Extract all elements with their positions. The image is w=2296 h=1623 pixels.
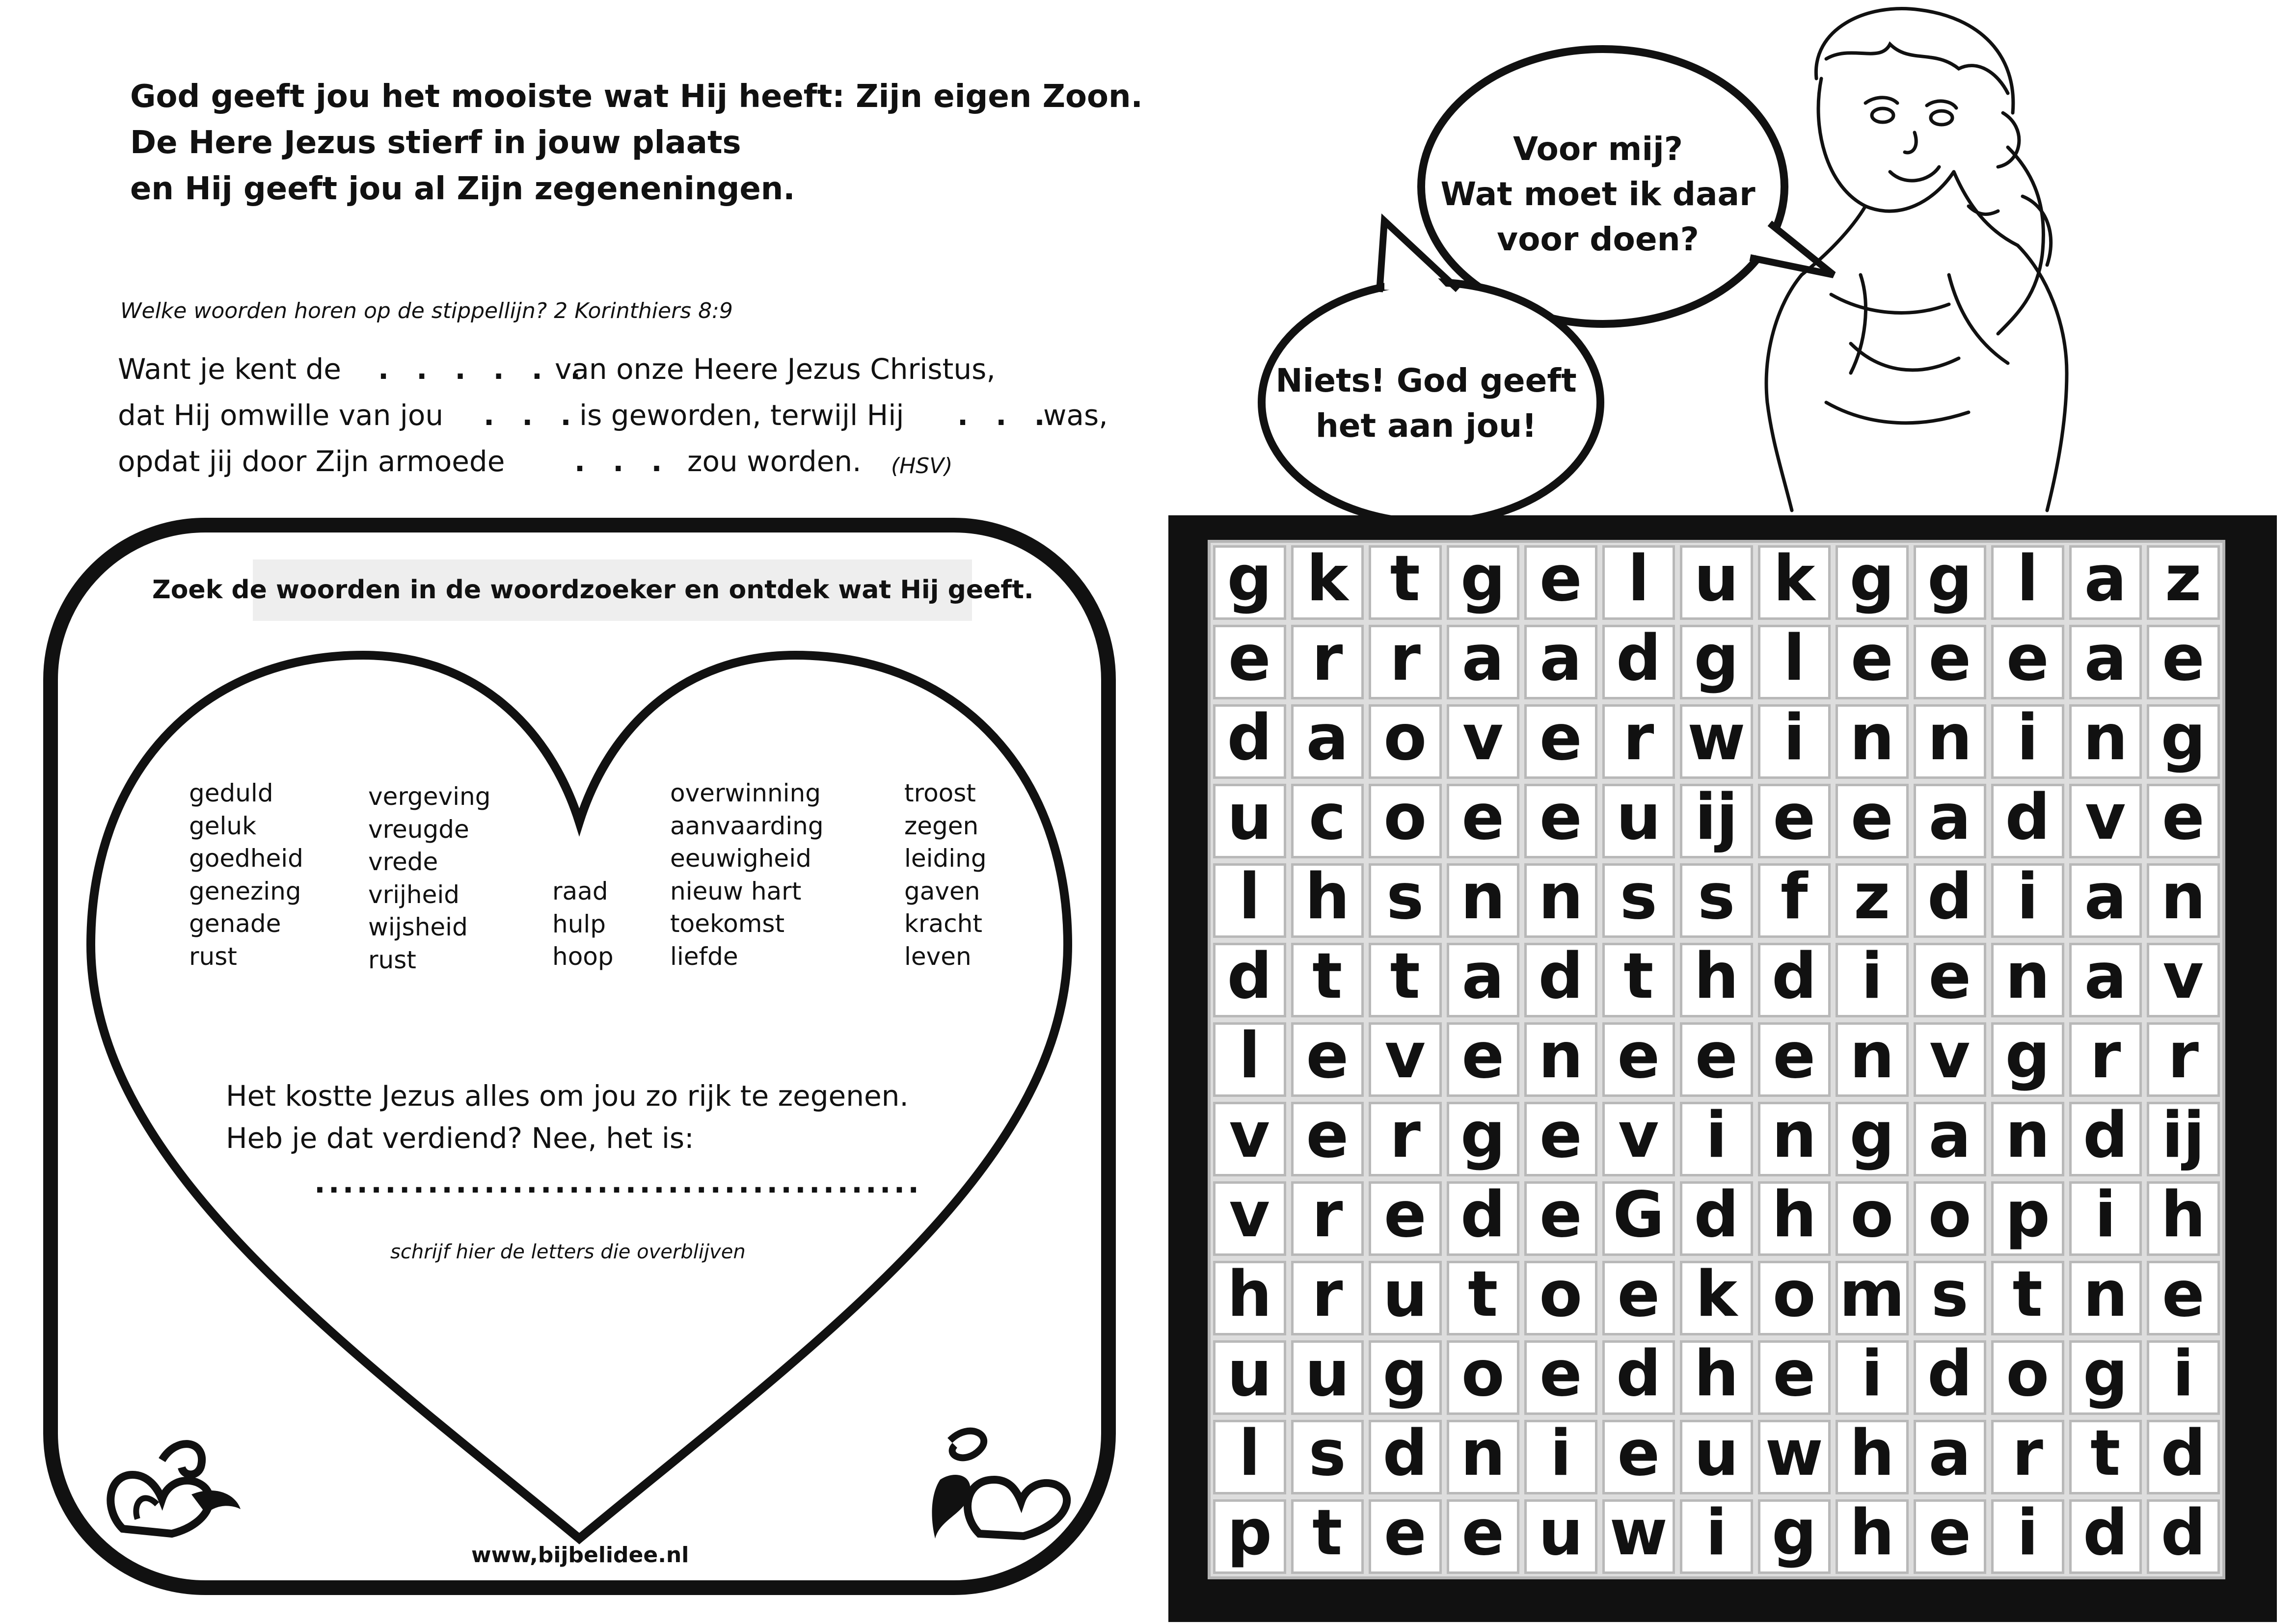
heart-ornament-icon xyxy=(103,1431,250,1543)
grid-cell[interactable]: d xyxy=(1213,943,1286,1017)
word-item: overwinning xyxy=(670,779,821,807)
answer-hint: schrijf hier de letters die overblijven xyxy=(390,1241,746,1263)
word-item: rust xyxy=(368,945,416,974)
grid-cell[interactable]: t xyxy=(2069,1420,2142,1494)
verse-text: van onze Heere Jezus Christus, xyxy=(555,352,996,386)
grid-cell[interactable]: g xyxy=(1213,545,1286,620)
grid-cell[interactable]: u xyxy=(1213,784,1286,858)
grid-cell[interactable]: v xyxy=(2069,784,2142,858)
grid-cell[interactable]: g xyxy=(1447,1102,1520,1176)
word-item: genezing xyxy=(189,877,301,905)
word-item: raad xyxy=(552,877,608,905)
grid-cell[interactable]: e xyxy=(1447,1499,1520,1574)
grid-cell[interactable]: n xyxy=(1524,1022,1597,1097)
grid-cell[interactable]: o xyxy=(1524,1261,1597,1335)
grid-cell[interactable]: l xyxy=(1991,545,2064,620)
grid-cell[interactable]: d xyxy=(1914,863,1987,938)
word-item: geduld xyxy=(189,779,273,807)
grid-cell[interactable]: u xyxy=(1524,1499,1597,1574)
grid-cell[interactable]: s xyxy=(1914,1261,1987,1335)
grid-cell[interactable]: e xyxy=(1914,625,1987,699)
word-item: genade xyxy=(189,909,281,938)
grid-cell[interactable]: n xyxy=(1447,1420,1520,1494)
grid-cell[interactable]: h xyxy=(2147,1181,2220,1256)
word-item: gaven xyxy=(904,877,980,905)
grid-cell[interactable]: p xyxy=(1213,1499,1286,1574)
grid-cell[interactable]: i xyxy=(2069,1181,2142,1256)
grid-cell[interactable]: k xyxy=(1758,545,1831,620)
grid-cell[interactable]: i xyxy=(1991,704,2064,779)
grid-cell[interactable]: g xyxy=(1758,1499,1831,1574)
grid-cell[interactable]: n xyxy=(1758,1102,1831,1176)
reflection-text xyxy=(226,1075,909,1159)
grid-cell[interactable]: e xyxy=(1914,943,1987,1017)
word-item: vrijheid xyxy=(368,880,460,909)
grid-cell[interactable]: e xyxy=(1369,1499,1442,1574)
speech-line: het aan jou! xyxy=(1315,407,1537,445)
intro-text xyxy=(130,74,1143,212)
grid-cell[interactable]: g xyxy=(1836,545,1909,620)
word-item: wijsheid xyxy=(368,913,468,941)
grid-cell[interactable]: s xyxy=(1291,1420,1364,1494)
grid-cell[interactable]: t xyxy=(1291,1499,1364,1574)
grid-cell[interactable]: w xyxy=(1758,1420,1831,1494)
grid-cell[interactable]: e xyxy=(1914,1499,1987,1574)
grid-cell[interactable]: d xyxy=(1758,943,1831,1017)
grid-cell[interactable]: e xyxy=(1524,1340,1597,1415)
grid-cell[interactable]: r xyxy=(1991,1420,2064,1494)
grid-cell[interactable]: z xyxy=(2147,545,2220,620)
grid-cell[interactable]: h xyxy=(1291,863,1364,938)
speech-line: Voor mij? xyxy=(1513,130,1683,168)
grid-cell[interactable]: i xyxy=(1524,1420,1597,1494)
grid-cell[interactable]: d xyxy=(1680,1181,1753,1256)
grid-cell[interactable]: a xyxy=(2069,625,2142,699)
grid-cell[interactable]: g xyxy=(2147,704,2220,779)
grid-cell[interactable]: a xyxy=(2069,943,2142,1017)
grid-cell[interactable]: k xyxy=(1680,1261,1753,1335)
grid-cell[interactable]: h xyxy=(1758,1181,1831,1256)
word-item: rust xyxy=(189,942,237,971)
word-item: geluk xyxy=(189,811,257,840)
grid-cell[interactable]: a xyxy=(1447,943,1520,1017)
grid-cell[interactable]: d xyxy=(1213,704,1286,779)
grid-cell[interactable]: e xyxy=(1602,1261,1675,1335)
grid-cell[interactable]: n xyxy=(1914,704,1987,779)
grid-cell[interactable]: u xyxy=(1680,545,1753,620)
word-column-4 xyxy=(670,777,824,973)
grid-cell[interactable]: o xyxy=(1369,704,1442,779)
grid-cell[interactable]: e xyxy=(1447,1022,1520,1097)
verse-source: (HSV) xyxy=(891,453,953,479)
grid-cell[interactable]: v xyxy=(1369,1022,1442,1097)
grid-cell[interactable]: i xyxy=(1680,1102,1753,1176)
speech-line: Niets! God geeft xyxy=(1275,362,1577,399)
grid-cell[interactable]: e xyxy=(1836,784,1909,858)
grid-cell[interactable]: u xyxy=(1680,1420,1753,1494)
grid-cell[interactable]: n xyxy=(1991,943,2064,1017)
grid-cell[interactable]: d xyxy=(2069,1499,2142,1574)
grid-cell[interactable]: e xyxy=(1524,704,1597,779)
grid-cell[interactable]: e xyxy=(2147,625,2220,699)
grid-cell[interactable]: d xyxy=(1447,1181,1520,1256)
grid-cell[interactable]: e xyxy=(1758,1022,1831,1097)
grid-cell[interactable]: r xyxy=(1291,1181,1364,1256)
grid-cell[interactable]: a xyxy=(1291,704,1364,779)
grid-cell[interactable]: d xyxy=(2069,1102,2142,1176)
grid-cell[interactable]: d xyxy=(2147,1420,2220,1494)
grid-cell[interactable]: u xyxy=(1213,1340,1286,1415)
grid-cell[interactable]: i xyxy=(1758,704,1831,779)
grid-cell[interactable]: v xyxy=(1213,1102,1286,1176)
grid-cell[interactable]: v xyxy=(1447,704,1520,779)
speech-line: Wat moet ik daar xyxy=(1440,175,1756,213)
grid-cell[interactable]: u xyxy=(1291,1340,1364,1415)
girl-illustration xyxy=(1703,0,2194,530)
verse-blank: . . . . . . xyxy=(378,352,590,386)
grid-cell[interactable]: e xyxy=(1291,1102,1364,1176)
grid-cell[interactable]: m xyxy=(1836,1261,1909,1335)
reflection-line-1: Het kostte Jezus alles om jou zo rijk te zegenen. xyxy=(226,1079,909,1113)
word-item: kracht xyxy=(904,909,982,938)
verse-question: Welke woorden horen op de stippellijn? 2 Korinthiers 8:9 xyxy=(120,298,733,323)
grid-cell[interactable]: e xyxy=(1602,1022,1675,1097)
grid-cell[interactable]: h xyxy=(1680,943,1753,1017)
word-column-5 xyxy=(904,777,987,973)
grid-cell[interactable]: ij xyxy=(1680,784,1753,858)
grid-cell[interactable]: t xyxy=(1602,943,1675,1017)
verse-text: opdat jij door Zijn armoede xyxy=(118,445,505,478)
grid-cell[interactable]: r xyxy=(2069,1022,2142,1097)
grid-cell[interactable]: g xyxy=(1680,625,1753,699)
grid-cell[interactable]: e xyxy=(1524,1102,1597,1176)
word-item: toekomst xyxy=(670,909,785,938)
grid-cell[interactable]: e xyxy=(1758,784,1831,858)
grid-cell[interactable]: n xyxy=(1447,863,1520,938)
grid-cell[interactable]: ij xyxy=(2147,1102,2220,1176)
grid-cell[interactable]: f xyxy=(1758,863,1831,938)
grid-cell[interactable]: s xyxy=(1602,863,1675,938)
grid-cell[interactable]: r xyxy=(1369,625,1442,699)
word-item: vreugde xyxy=(368,815,469,844)
grid-cell[interactable]: r xyxy=(2147,1022,2220,1097)
word-item: liefde xyxy=(670,942,738,971)
word-item: zegen xyxy=(904,811,979,840)
word-item: vrede xyxy=(368,848,438,876)
grid-cell[interactable]: d xyxy=(1991,784,2064,858)
verse-text: was, xyxy=(1043,399,1108,432)
word-item: vergeving xyxy=(368,782,491,811)
grid-cell[interactable]: c xyxy=(1291,784,1364,858)
grid-cell[interactable]: e xyxy=(1758,1340,1831,1415)
grid-cell[interactable]: o xyxy=(1991,1340,2064,1415)
grid-cell[interactable]: i xyxy=(1680,1499,1753,1574)
grid-cell[interactable]: r xyxy=(1369,1102,1442,1176)
grid-cell[interactable]: a xyxy=(1914,1420,1987,1494)
grid-cell[interactable]: n xyxy=(1524,863,1597,938)
word-item: hoop xyxy=(552,942,614,971)
grid-cell[interactable]: d xyxy=(1369,1420,1442,1494)
grid-cell[interactable]: g xyxy=(2069,1340,2142,1415)
grid-cell[interactable]: i xyxy=(1836,943,1909,1017)
grid-cell[interactable]: u xyxy=(1602,784,1675,858)
grid-cell[interactable]: e xyxy=(1991,625,2064,699)
grid-cell[interactable]: z xyxy=(1836,863,1909,938)
grid-cell[interactable]: v xyxy=(2147,943,2220,1017)
grid-cell[interactable]: d xyxy=(1914,1340,1987,1415)
answer-dotted-line: ........................................... xyxy=(314,1166,922,1200)
grid-cell[interactable]: o xyxy=(1836,1181,1909,1256)
grid-cell[interactable]: s xyxy=(1680,863,1753,938)
grid-cell[interactable]: r xyxy=(1291,1261,1364,1335)
verse-text: Want je kent de xyxy=(118,352,341,386)
grid-cell[interactable]: n xyxy=(2147,863,2220,938)
word-item: nieuw hart xyxy=(670,877,802,905)
grid-cell[interactable]: d xyxy=(1602,1340,1675,1415)
grid-cell[interactable]: g xyxy=(1914,545,1987,620)
website-credit: www,bijbelidee.nl xyxy=(471,1543,689,1568)
grid-cell[interactable]: i xyxy=(1991,863,2064,938)
word-item: eeuwigheid xyxy=(670,844,811,873)
grid-cell[interactable]: G xyxy=(1602,1181,1675,1256)
grid-cell[interactable]: o xyxy=(1914,1181,1987,1256)
grid-cell[interactable]: t xyxy=(1369,545,1442,620)
verse-blank: . . . xyxy=(484,399,580,432)
grid-cell[interactable]: e xyxy=(1291,1022,1364,1097)
grid-cell[interactable]: a xyxy=(1447,625,1520,699)
grid-cell[interactable]: l xyxy=(1213,1022,1286,1097)
grid-cell[interactable]: a xyxy=(1914,1102,1987,1176)
grid-cell[interactable]: e xyxy=(1680,1022,1753,1097)
grid-cell[interactable]: h xyxy=(1836,1420,1909,1494)
speech-line: voor doen? xyxy=(1497,220,1699,258)
word-item: troost xyxy=(904,779,976,807)
grid-cell[interactable]: l xyxy=(1213,863,1286,938)
verse-blank: . . . xyxy=(957,399,1054,432)
grid-cell[interactable]: e xyxy=(1524,784,1597,858)
grid-cell[interactable]: k xyxy=(1291,545,1364,620)
grid-cell[interactable]: u xyxy=(1369,1261,1442,1335)
grid-cell[interactable]: t xyxy=(1291,943,1364,1017)
word-column-1 xyxy=(189,777,303,973)
verse-text: zou worden. xyxy=(687,445,862,478)
grid-cell[interactable]: e xyxy=(1602,1420,1675,1494)
intro-line-2: De Here Jezus stierf in jouw plaats xyxy=(130,125,741,161)
grid-cell[interactable]: n xyxy=(2069,1261,2142,1335)
grid-cell[interactable]: e xyxy=(1524,545,1597,620)
word-search-grid xyxy=(1208,540,2225,1579)
grid-cell[interactable]: a xyxy=(2069,545,2142,620)
speech-text-answer xyxy=(1230,358,1622,449)
grid-cell[interactable]: v xyxy=(1213,1181,1286,1256)
intro-line-1: God geeft jou het mooiste wat Hij heeft: Zijn eigen Zoon. xyxy=(130,79,1143,115)
grid-cell[interactable]: n xyxy=(1991,1102,2064,1176)
grid-cell[interactable]: a xyxy=(1914,784,1987,858)
grid-cell[interactable]: t xyxy=(1991,1261,2064,1335)
grid-cell[interactable]: e xyxy=(1524,1181,1597,1256)
grid-cell[interactable]: e xyxy=(2147,1261,2220,1335)
word-item: leven xyxy=(904,942,972,971)
grid-cell[interactable]: i xyxy=(1836,1340,1909,1415)
grid-cell[interactable]: a xyxy=(2069,863,2142,938)
word-column-3 xyxy=(552,875,614,973)
grid-cell[interactable]: g xyxy=(1836,1102,1909,1176)
word-column-2 xyxy=(368,780,490,976)
grid-cell[interactable]: d xyxy=(1602,625,1675,699)
grid-cell[interactable]: l xyxy=(1602,545,1675,620)
verse-text: is geworden, terwijl Hij xyxy=(579,399,904,432)
grid-cell[interactable]: v xyxy=(1914,1022,1987,1097)
intro-line-3: en Hij geeft jou al Zijn zegeneningen. xyxy=(130,171,795,207)
word-item: goedheid xyxy=(189,844,303,873)
grid-cell[interactable]: h xyxy=(1680,1340,1753,1415)
grid-cell[interactable]: r xyxy=(1602,704,1675,779)
grid-cell[interactable]: t xyxy=(1369,943,1442,1017)
grid-cell[interactable]: d xyxy=(1524,943,1597,1017)
grid-cell[interactable]: h xyxy=(1836,1499,1909,1574)
grid-cell[interactable]: e xyxy=(1447,784,1520,858)
verse-blank: . . . xyxy=(574,445,671,478)
grid-cell[interactable]: i xyxy=(1991,1499,2064,1574)
grid-cell[interactable]: n xyxy=(2069,704,2142,779)
grid-cell[interactable]: s xyxy=(1369,863,1442,938)
grid-cell[interactable]: p xyxy=(1991,1181,2064,1256)
instruction-text: Zoek de woorden in de woordzoeker en ontdek wat Hij geeft. xyxy=(152,575,1034,605)
grid-cell[interactable]: o xyxy=(1447,1340,1520,1415)
heart-ornament-icon xyxy=(920,1421,1078,1543)
grid-cell[interactable]: a xyxy=(1524,625,1597,699)
grid-cell[interactable]: n xyxy=(1836,704,1909,779)
grid-cell[interactable]: w xyxy=(1680,704,1753,779)
grid-cell[interactable]: g xyxy=(1447,545,1520,620)
grid-cell[interactable]: r xyxy=(1291,625,1364,699)
grid-cell[interactable]: i xyxy=(2147,1340,2220,1415)
grid-cell[interactable]: g xyxy=(1991,1022,2064,1097)
grid-cell[interactable]: o xyxy=(1369,784,1442,858)
grid-cell[interactable]: d xyxy=(2147,1499,2220,1574)
verse-text: dat Hij omwille van jou xyxy=(118,399,444,432)
reflection-line-2: Heb je dat verdiend? Nee, het is: xyxy=(226,1121,694,1155)
word-item: hulp xyxy=(552,909,606,938)
grid-cell[interactable]: e xyxy=(1369,1181,1442,1256)
grid-cell[interactable]: e xyxy=(1213,625,1286,699)
grid-cell[interactable]: l xyxy=(1213,1420,1286,1494)
grid-cell[interactable]: t xyxy=(1447,1261,1520,1335)
grid-cell[interactable]: w xyxy=(1602,1499,1675,1574)
grid-cell[interactable]: h xyxy=(1213,1261,1286,1335)
grid-cell[interactable]: e xyxy=(1836,625,1909,699)
grid-cell[interactable]: v xyxy=(1602,1102,1675,1176)
grid-cell[interactable]: n xyxy=(1836,1022,1909,1097)
grid-cell[interactable]: o xyxy=(1758,1261,1831,1335)
grid-cell[interactable]: e xyxy=(2147,784,2220,858)
word-item: aanvaarding xyxy=(670,811,824,840)
grid-cell[interactable]: l xyxy=(1758,625,1831,699)
grid-cell[interactable]: g xyxy=(1369,1340,1442,1415)
word-item: leiding xyxy=(904,844,987,873)
